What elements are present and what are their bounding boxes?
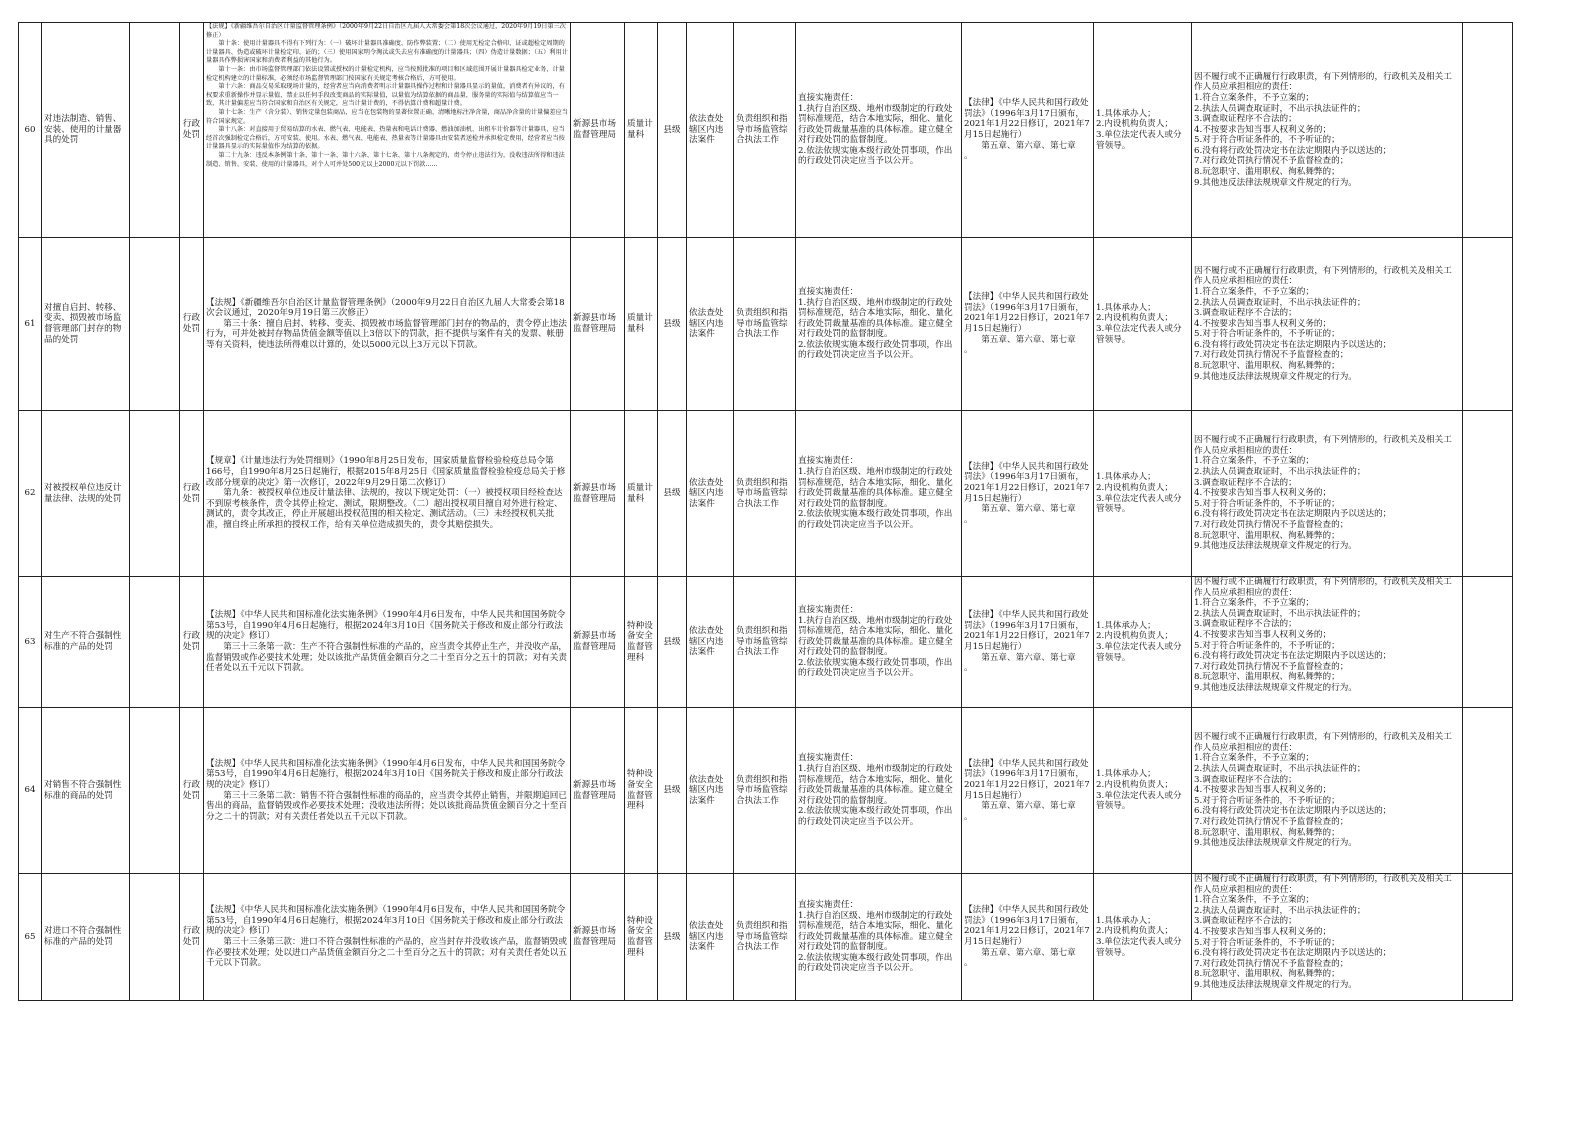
responsible-section: 特种设备安全监督管理科 (625, 874, 658, 1001)
implementing-dept: 新源县市场监督管理局 (571, 411, 625, 577)
table-row (19, 874, 1513, 1001)
admin-level: 县级 (658, 577, 687, 708)
responsible-subject: 1.具体承办人； 2.内设机构负责人； 3.单位法定代表人或分管领导。 (1094, 411, 1192, 577)
duty-description: 负责组织和指导市场监管综合执法工作 (734, 577, 796, 708)
row-number: 62 (19, 411, 42, 577)
table-row (19, 238, 1513, 411)
responsible-subject: 1.具体承办人； 2.内设机构负责人； 3.单位法定代表人或分管领导。 (1094, 23, 1192, 238)
admin-level: 县级 (658, 238, 687, 411)
accountability-cases: 因不履行或不正确履行行政职责，有下列情形的，行政机关及相关工作人员应承担相应的责任： 1.符合立案条件，不予立案的； 2.执法人员调查取证时，不出示执法证件的； 3.调查取证程序不合法的； 4.不按要求告知当事人权利义务的； 5.对于符合听证条件的，不予听证的； 6.没有将行政处罚决定书在法定期限内予以送达的； 7.对行政处罚执行情况不予监督检查的； 8.玩忽职守、滥用职权、徇私舞弊的； 9.其他违反法律法规规章文件规定的行为。 (1192, 238, 1463, 411)
accountability-cases: 因不履行或不正确履行行政职责，有下列情形的，行政机关及相关工作人员应承担相应的责任： 1.符合立案条件，不予立案的； 2.执法人员调查取证时，不出示执法证件的； 3.调查取证程序不合法的； 4.不按要求告知当事人权利义务的； 5.对于符合听证条件的，不予听证的； 6.没有将行政处罚决定书在法定期限内予以送达的； 7.对行政处罚执行情况不予监督检查的； 8.玩忽职守、滥用职权、徇私舞弊的； 9.其他违反法律法规规章文件规定的行为。 (1194, 577, 1452, 693)
item-type: 行政处罚 (180, 708, 204, 874)
blank-cell (1463, 708, 1513, 874)
jurisdiction-scope: 依法查处辖区内违法案件 (687, 411, 734, 577)
item-type: 行政处罚 (180, 577, 204, 708)
blank-cell (1463, 874, 1513, 1001)
item-name: 对擅自启封、转移、变卖、损毁被市场监督管理部门封存的物品的处罚 (42, 238, 130, 411)
responsible-section: 质量计量科 (625, 23, 658, 238)
admin-level: 县级 (658, 411, 687, 577)
admin-level: 县级 (658, 708, 687, 874)
responsibility-table (18, 22, 1513, 1001)
responsible-section: 质量计量科 (625, 238, 658, 411)
row-number: 64 (19, 708, 42, 874)
jurisdiction-scope: 依法查处辖区内违法案件 (687, 23, 734, 238)
admin-level: 县级 (658, 874, 687, 1001)
implementing-dept: 新源县市场监督管理局 (571, 874, 625, 1001)
responsibility-basis: 【法律】《中华人民共和国行政处罚法》（1996年3月17日颁布，2021年1月22日修订，2021年7月15日起施行） 第五章、第六章、第七章 。 (962, 23, 1094, 238)
blank-cell (130, 708, 180, 874)
item-name: 对进口不符合强制性标准的产品的处罚 (42, 874, 130, 1001)
responsibility-basis: 【法律】《中华人民共和国行政处罚法》（1996年3月17日颁布，2021年1月22日修订，2021年7月15日起施行） 第五章、第六章、第七章 。 (962, 238, 1094, 411)
blank-cell (130, 874, 180, 1001)
jurisdiction-scope: 依法查处辖区内违法案件 (687, 577, 734, 708)
blank-cell (130, 23, 180, 238)
jurisdiction-scope: 依法查处辖区内违法案件 (687, 874, 734, 1001)
item-name: 对被授权单位违反计量法律、法规的处罚 (42, 411, 130, 577)
jurisdiction-scope: 依法查处辖区内违法案件 (687, 708, 734, 874)
responsible-section: 特种设备安全监督管理科 (625, 577, 658, 708)
implementing-dept: 新源县市场监督管理局 (571, 577, 625, 708)
accountability-cases: 因不履行或不正确履行行政职责，有下列情形的，行政机关及相关工作人员应承担相应的责任： 1.符合立案条件，不予立案的； 2.执法人员调查取证时，不出示执法证件的； 3.调查取证程序不合法的； 4.不按要求告知当事人权利义务的； 5.对于符合听证条件的，不予听证的； 6.没有将行政处罚决定书在法定期限内予以送达的； 7.对行政处罚执行情况不予监督检查的； 8.玩忽职守、滥用职权、徇私舞弊的； 9.其他违反法律法规规章文件规定的行为。 (1192, 23, 1463, 238)
row-number: 61 (19, 238, 42, 411)
responsibility-basis: 【法律】《中华人民共和国行政处罚法》（1996年3月17日颁布，2021年1月22日修订，2021年7月15日起施行） 第五章、第六章、第七章 。 (962, 411, 1094, 577)
item-type: 行政处罚 (180, 411, 204, 577)
responsibility-items: 直接实施责任： 1.执行自治区级、地州市级制定的行政处罚标准规范，结合本地实际，细化、量化行政处罚裁量基准的具体标准。建立健全对行政处罚的监督制度。 2.依法依规实施本级行政处罚事项，作出的行政处罚决定应当予以公开。 (796, 708, 962, 874)
duty-description: 负责组织和指导市场监管综合执法工作 (734, 708, 796, 874)
item-type: 行政处罚 (180, 874, 204, 1001)
responsibility-items: 直接实施责任： 1.执行自治区级、地州市级制定的行政处罚标准规范，结合本地实际，细化、量化行政处罚裁量基准的具体标准。建立健全对行政处罚的监督制度。 2.依法依规实施本级行政处罚事项，作出的行政处罚决定应当予以公开。 (796, 23, 962, 238)
responsible-subject: 1.具体承办人； 2.内设机构负责人； 3.单位法定代表人或分管领导。 (1094, 708, 1192, 874)
blank-cell (130, 411, 180, 577)
jurisdiction-scope: 依法查处辖区内违法案件 (687, 238, 734, 411)
responsible-section: 特种设备安全监督管理科 (625, 708, 658, 874)
responsibility-basis: 【法律】《中华人民共和国行政处罚法》（1996年3月17日颁布，2021年1月22日修订，2021年7月15日起施行） 第五章、第六章、第七章 。 (962, 708, 1094, 874)
row-number: 63 (19, 577, 42, 708)
blank-cell (1463, 577, 1513, 708)
row-number: 60 (19, 23, 42, 238)
row-number: 65 (19, 874, 42, 1001)
accountability-cases: 因不履行或不正确履行行政职责，有下列情形的，行政机关及相关工作人员应承担相应的责任： 1.符合立案条件，不予立案的； 2.执法人员调查取证时，不出示执法证件的； 3.调查取证程序不合法的； 4.不按要求告知当事人权利义务的； 5.对于符合听证条件的，不予听证的； 6.没有将行政处罚决定书在法定期限内予以送达的； 7.对行政处罚执行情况不予监督检查的； 8.玩忽职守、滥用职权、徇私舞弊的； 9.其他违反法律法规规章文件规定的行为。 (1192, 708, 1463, 874)
responsibility-items: 直接实施责任： 1.执行自治区级、地州市级制定的行政处罚标准规范，结合本地实际，细化、量化行政处罚裁量基准的具体标准。建立健全对行政处罚的监督制度。 2.依法依规实施本级行政处罚事项，作出的行政处罚决定应当予以公开。 (796, 577, 962, 708)
implementing-dept: 新源县市场监督管理局 (571, 238, 625, 411)
responsible-subject: 1.具体承办人； 2.内设机构负责人； 3.单位法定代表人或分管领导。 (1094, 577, 1192, 708)
duty-description: 负责组织和指导市场监管综合执法工作 (734, 23, 796, 238)
responsibility-items: 直接实施责任： 1.执行自治区级、地州市级制定的行政处罚标准规范，结合本地实际，细化、量化行政处罚裁量基准的具体标准。建立健全对行政处罚的监督制度。 2.依法依规实施本级行政处罚事项，作出的行政处罚决定应当予以公开。 (796, 238, 962, 411)
item-name: 对生产不符合强制性标准的产品的处罚 (42, 577, 130, 708)
legal-basis: 【法规】《中华人民共和国标准化法实施条例》（1990年4月6日发布，中华人民共和国国务院令第53号，自1990年4月6日起施行，根据2024年3月10日《国务院关于修改和废止部分行政法规的决定》修订） 第三十三条第二款：销售不符合强制性标准的商品的，应当责令其停止销售，并限期追回已售出的商品，监督销毁或作必要技术处理；没收违法所得；处以该批商品货值金额百分之十至百分之二十的罚款；对有关责任者处以五千元以下罚款。 (204, 708, 571, 874)
legal-basis: 【法规】《中华人民共和国标准化法实施条例》（1990年4月6日发布，中华人民共和国国务院令第53号，自1990年4月6日起施行，根据2024年3月10日《国务院关于修改和废止部分行政法规的决定》修订） 第三十三条第一款：生产不符合强制性标准的产品的，应当责令其停止生产，并没收产品，监督销毁或作必要技术处理；处以该批产品货值金额百分之二十至百分之五十的罚款；对有关责任者处以五千元以下罚款。 (204, 577, 571, 708)
blank-cell (1463, 23, 1513, 238)
legal-basis: 【法规】《新疆维吾尔自治区计量监督管理条例》（2000年9月22日自治区九届人大常委会第18次会议通过，2020年9月19日第三次修正） 第十条：使用计量器具不得有下列行为：（一）破坏计量器具准确度、防作弊装置；（二）使用无检定合格印、证或超检定周期的计量器具、伪造或破坏计量检定印、证的；（三）使用国家明令淘汰或失去应有准确度的计量器具；（四）伪造计量数据；（五）利用计量器具作弊损害国家和消费者利益的其他行为。 第十一条：由市场监督管理部门依法设置或授权的计量检定机构，应当按照批准的项目和区域范围开展计量器具检定业务，计量检定机构建立的计量标准，必须经市场监督管理部门按国家有关规定考核合格后，方可使用。 第十六条：商品交易采取现场计量的，经营者应当向消费者明示计量器具操作过程和计量器具显示的量值，消费者有异议的，有权要求重新操作并显示量值，禁止以任何手段改变商品的实际量值，以量值为结算依据的商品量，服务量的实际值与结算值应当一致，其计量偏差应当符合国家和自治区有关规定，应当计量计费的，不得估算计费和超量计费。 第十七条：生产（含分装）、销售定量包装商品，应当在包装物的显著位置正确、清晰地标注净含量，商品净含量的计量偏差应当符合国家规定。 第十八条：对直接用于贸易结算的水表、燃气表、电能表、热量表和电话计费器、燃油加油机、出租车计价器等计量器具，应当经首次强制检定合格后，方可安装、使用。水表、燃气表、电能表、热量表等计量器具由安装者送检并承担检定费用，经营者应当按计量器具显示的实际量值作为结算的依据。 第二十九条：违反本条例第十条、第十一条、第十六条、第十七条、第十八条规定的，责令停止违法行为，没收违法所得和违法制造、销售、安装、使用的计量器具，对个人可并处500元以上2000元以下罚款…… (206, 23, 568, 168)
implementing-dept: 新源县市场监督管理局 (571, 708, 625, 874)
blank-cell (130, 577, 180, 708)
admin-level: 县级 (658, 23, 687, 238)
responsibility-basis: 【法律】《中华人民共和国行政处罚法》（1996年3月17日颁布，2021年1月22日修订，2021年7月15日起施行） 第五章、第六章、第七章 。 (962, 577, 1094, 708)
responsibility-items: 直接实施责任： 1.执行自治区级、地州市级制定的行政处罚标准规范，结合本地实际，细化、量化行政处罚裁量基准的具体标准。建立健全对行政处罚的监督制度。 2.依法依规实施本级行政处罚事项，作出的行政处罚决定应当予以公开。 (796, 874, 962, 1001)
legal-basis: 【法规】《新疆维吾尔自治区计量监督管理条例》（2000年9月22日自治区九届人大常委会第18次会议通过，2020年9月19日第三次修正） 第三十条：擅自启封、转移、变卖、损毁被市场监督管理部门封存的物品的，责令停止违法行为，可并处被封存物品货值金额等值以上3倍以下的罚款，拒不提供与案件有关的发票、帐册等有关资料，使违法所得难以计算的，处以5000元以上3万元以下罚款。 (204, 238, 571, 411)
responsibility-basis: 【法律】《中华人民共和国行政处罚法》（1996年3月17日颁布，2021年1月22日修订，2021年7月15日起施行） 第五章、第六章、第七章 。 (962, 874, 1094, 1001)
table-row (19, 708, 1513, 874)
table-row (19, 23, 1513, 238)
implementing-dept: 新源县市场监督管理局 (571, 23, 625, 238)
table-row (19, 411, 1513, 577)
blank-cell (1463, 238, 1513, 411)
item-name: 对违法制造、销售、安装、使用的计量器具的处罚 (42, 23, 130, 238)
accountability-cases: 因不履行或不正确履行行政职责，有下列情形的，行政机关及相关工作人员应承担相应的责任： 1.符合立案条件，不予立案的； 2.执法人员调查取证时，不出示执法证件的； 3.调查取证程序不合法的； 4.不按要求告知当事人权利义务的； 5.对于符合听证条件的，不予听证的； 6.没有将行政处罚决定书在法定期限内予以送达的； 7.对行政处罚执行情况不予监督检查的； 8.玩忽职守、滥用职权、徇私舞弊的； 9.其他违反法律法规规章文件规定的行为。 (1192, 411, 1463, 577)
duty-description: 负责组织和指导市场监管综合执法工作 (734, 238, 796, 411)
accountability-cases: 因不履行或不正确履行行政职责，有下列情形的，行政机关及相关工作人员应承担相应的责任： 1.符合立案条件，不予立案的； 2.执法人员调查取证时，不出示执法证件的； 3.调查取证程序不合法的； 4.不按要求告知当事人权利义务的； 5.对于符合听证条件的，不予听证的； 6.没有将行政处罚决定书在法定期限内予以送达的； 7.对行政处罚执行情况不予监督检查的； 8.玩忽职守、滥用职权、徇私舞弊的； 9.其他违反法律法规规章文件规定的行为。 (1194, 874, 1452, 990)
blank-cell (1463, 411, 1513, 577)
item-type: 行政处罚 (180, 238, 204, 411)
legal-basis: 【规章】《计量违法行为处罚细则》（1990年8月25日发布，国家质量监督检验检疫总局令第166号，自1990年8月25日起施行，根据2015年8月25日《国家质量监督检验检疫总局关于修改部分规章的决定》第一次修订，2022年9月29日第二次修订） 第九条：被授权单位违反计量法律、法规的，按以下规定处罚：（一）被授权项目经检查达不到原考核条件，责令其停止检定、测试，限期整改。（二）超出授权项目擅自对外进行检定、测试的，责令其改正，停止开展超出授权范围的相关检定、测试活动。（三）未经授权机关批准，擅自终止所承担的授权工作，给有关单位造成损失的，责令其赔偿损失。 (204, 411, 571, 577)
legal-basis: 【法规】《中华人民共和国标准化法实施条例》（1990年4月6日发布，中华人民共和国国务院令第53号，自1990年4月6日起施行，根据2024年3月10日《国务院关于修改和废止部分行政法规的决定》修订） 第三十三条第三款：进口不符合强制性标准的产品的，应当封存并没收该产品，监督销毁或作必要技术处理；处以进口产品货值金额百分之二十至百分之五十的罚款；对有关责任者处以五千元以下罚款。 (204, 874, 571, 1001)
responsibility-items: 直接实施责任： 1.执行自治区级、地州市级制定的行政处罚标准规范，结合本地实际，细化、量化行政处罚裁量基准的具体标准。建立健全对行政处罚的监督制度。 2.依法依规实施本级行政处罚事项，作出的行政处罚决定应当予以公开。 (796, 411, 962, 577)
responsible-section: 质量计量科 (625, 411, 658, 577)
table-row (19, 577, 1513, 708)
responsible-subject: 1.具体承办人； 2.内设机构负责人； 3.单位法定代表人或分管领导。 (1094, 238, 1192, 411)
responsible-subject: 1.具体承办人； 2.内设机构负责人； 3.单位法定代表人或分管领导。 (1094, 874, 1192, 1001)
blank-cell (130, 238, 180, 411)
duty-description: 负责组织和指导市场监管综合执法工作 (734, 411, 796, 577)
duty-description: 负责组织和指导市场监管综合执法工作 (734, 874, 796, 1001)
item-name: 对销售不符合强制性标准的商品的处罚 (42, 708, 130, 874)
item-type: 行政处罚 (180, 23, 204, 238)
